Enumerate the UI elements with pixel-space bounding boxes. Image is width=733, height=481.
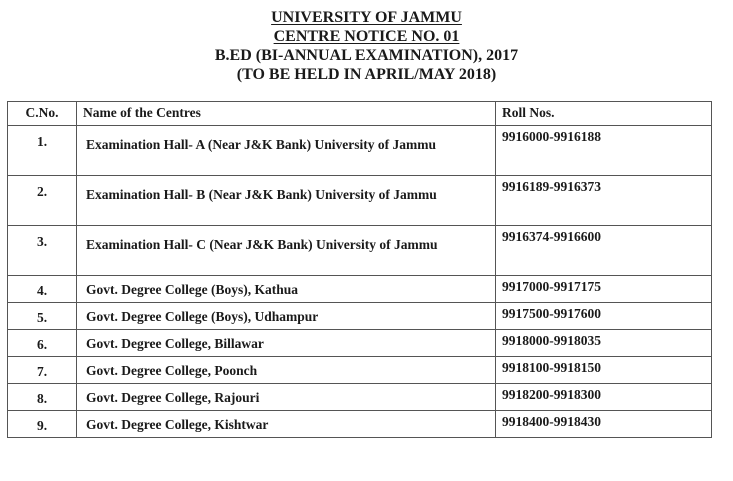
centre-name: Govt. Degree College (Boys), Kathua — [77, 276, 496, 303]
table-row — [8, 357, 712, 384]
table-row — [8, 384, 712, 411]
centre-name: Govt. Degree College, Kishtwar — [77, 411, 496, 438]
table-row — [8, 126, 712, 176]
table-header-row — [8, 102, 712, 126]
table-row — [8, 176, 712, 226]
centre-name: Examination Hall- B (Near J&K Bank) University of Jammu — [77, 176, 496, 226]
centre-name: Examination Hall- A (Near J&K Bank) University of Jammu — [77, 126, 496, 176]
column-header-name: Name of the Centres — [77, 102, 496, 126]
roll-range: 9916374-9916600 — [496, 226, 712, 276]
centre-number: 9. — [8, 411, 77, 438]
centre-number: 7. — [8, 357, 77, 384]
roll-range: 9918000-9918035 — [496, 330, 712, 357]
centre-number: 1. — [8, 126, 77, 176]
roll-range: 9918400-9918430 — [496, 411, 712, 438]
centre-number: 8. — [8, 384, 77, 411]
table-row — [8, 330, 712, 357]
roll-range: 9917000-9917175 — [496, 276, 712, 303]
table-row — [8, 276, 712, 303]
centre-name: Govt. Degree College, Rajouri — [77, 384, 496, 411]
table-row — [8, 303, 712, 330]
roll-range: 9918200-9918300 — [496, 384, 712, 411]
table-row — [8, 411, 712, 438]
centre-number: 5. — [8, 303, 77, 330]
roll-range: 9917500-9917600 — [496, 303, 712, 330]
centre-number: 6. — [8, 330, 77, 357]
table-row — [8, 226, 712, 276]
centre-name: Govt. Degree College (Boys), Udhampur — [77, 303, 496, 330]
centre-name: Examination Hall- C (Near J&K Bank) University of Jammu — [77, 226, 496, 276]
centre-number: 3. — [8, 226, 77, 276]
centres-table — [7, 101, 712, 438]
notice-number: CENTRE NOTICE NO. 01 — [273, 28, 460, 45]
column-header-roll: Roll Nos. — [496, 102, 712, 126]
roll-range: 9916000-9916188 — [496, 126, 712, 176]
centre-name: Govt. Degree College, Billawar — [77, 330, 496, 357]
university-title: UNIVERSITY OF JAMMU — [271, 9, 462, 26]
exam-schedule: (TO BE HELD IN APRIL/MAY 2018) — [236, 66, 497, 83]
exam-title: B.ED (BI-ANNUAL EXAMINATION), 2017 — [214, 47, 519, 64]
roll-range: 9918100-9918150 — [496, 357, 712, 384]
centre-name: Govt. Degree College, Poonch — [77, 357, 496, 384]
centre-number: 2. — [8, 176, 77, 226]
roll-range: 9916189-9916373 — [496, 176, 712, 226]
column-header-cno: C.No. — [8, 102, 77, 126]
centre-number: 4. — [8, 276, 77, 303]
notice-header — [0, 8, 733, 84]
